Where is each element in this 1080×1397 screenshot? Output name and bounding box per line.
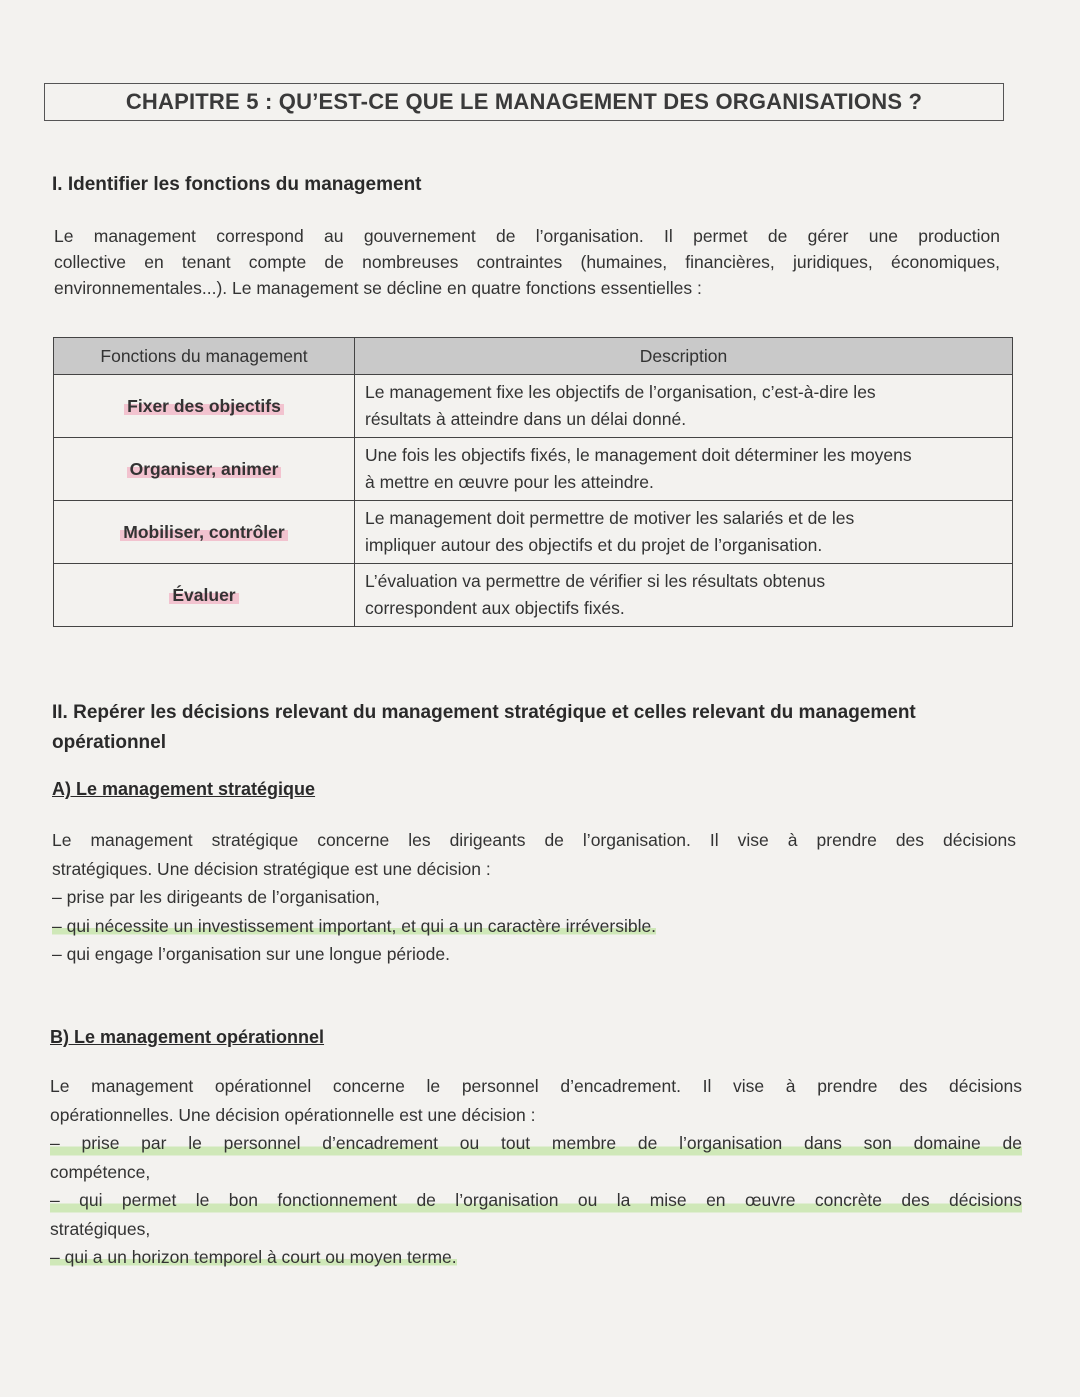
table-row [54,564,1013,627]
table-row [54,501,1013,564]
section-1-intro [54,223,1000,301]
intro-line: Le management correspond au gouvernement de l’organisation. Il permet de gérer une production [54,226,1000,246]
function-name: Évaluer [169,585,238,605]
description-line: Le management doit permettre de motiver les salariés et de les [365,508,855,528]
text-line: stratégiques. Une décision stratégique est une décision : [52,858,491,879]
description-line: impliquer autour des objectifs et du projet de l’organisation. [365,535,823,555]
section-2-heading-line: II. Repérer les décisions relevant du management stratégique et celles relevant du management [52,702,916,723]
table-header-row [54,338,1013,375]
function-name: Organiser, animer [127,459,282,479]
header-functions: Fonctions du management [54,338,355,375]
section-2-heading [52,698,916,758]
text-line: Le management stratégique concerne les dirigeants de l’organisation. Il vise à prendre des décisions [52,830,1016,850]
description-line: à mettre en œuvre pour les atteindre. [365,472,654,492]
description-line: Une fois les objectifs fixés, le management doit déterminer les moyens [365,445,912,465]
text-line: compétence, [50,1161,151,1182]
text-line: opérationnelles. Une décision opérationnelle est une décision : [50,1104,536,1125]
function-name: Mobiliser, contrôler [120,522,287,542]
description-line: L’évaluation va permettre de vérifier si les résultats obtenus [365,571,826,591]
subsection-b-title: B) Le management opérationnel [50,1027,325,1047]
functions-table [53,337,1013,627]
text-line: – prise par le personnel d’encadrement ou tout membre de l’organisation dans son domaine de [50,1129,1022,1158]
text-line: – prise par les dirigeants de l’organisation, [52,887,380,907]
header-description: Description [355,338,1013,375]
text-line: – qui nécessite un investissement important, et qui a un caractère irréversible. [52,915,657,936]
section-1-heading: I. Identifier les fonctions du management [52,174,422,195]
text-line: – qui engage l’organisation sur une longue période. [52,944,450,964]
subsection-a-text [52,826,1016,969]
text-line: – qui permet le bon fonctionnement de l’organisation ou la mise en œuvre concrète des décisions [50,1186,1022,1215]
text-line: stratégiques, [50,1218,151,1239]
intro-line: collective en tenant compte de nombreuses contraintes (humaines, financières, juridiques, économiques, [54,252,1000,272]
table-row [54,375,1013,438]
intro-line: environnementales...). Le management se décline en quatre fonctions essentielles : [54,278,702,298]
description-line: Le management fixe les objectifs de l’organisation, c’est-à-dire les [365,382,876,402]
chapter-title [44,83,1004,121]
description-line: résultats à atteindre dans un délai donné. [365,409,687,429]
text-line: Le management opérationnel concerne le personnel d’encadrement. Il vise à prendre des décisions [50,1076,1022,1096]
function-name: Fixer des objectifs [124,396,284,416]
text-line: – qui a un horizon temporel à court ou moyen terme. [50,1247,457,1267]
description-line: correspondent aux objectifs fixés. [365,598,625,618]
subsection-a-title: A) Le management stratégique [52,779,316,799]
section-2-heading-line: opérationnel [52,732,167,753]
table-row [54,438,1013,501]
chapter-title-text: CHAPITRE 5 : QU’EST-CE QUE LE MANAGEMENT DES ORGANISATIONS ? [125,89,923,114]
subsection-b-text [50,1072,1022,1272]
